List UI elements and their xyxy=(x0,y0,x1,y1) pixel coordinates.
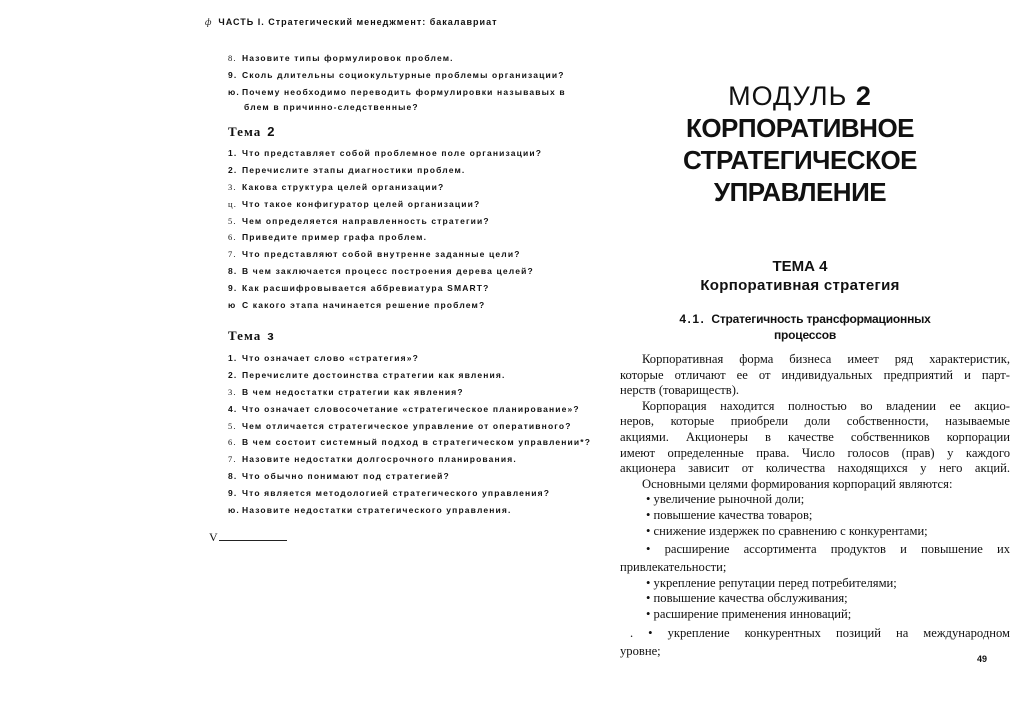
question-number: 1. xyxy=(228,148,238,158)
question-list-topic-2 xyxy=(228,145,542,314)
bullet-item: • повышение качества обслуживания; xyxy=(646,591,848,606)
bullet-item-continuation: уровне; xyxy=(620,643,661,658)
question-text-line: блем в причинно-следственные? xyxy=(244,101,419,112)
paragraph-line: которые отличают ее от индивидуальных предприятий и парт- xyxy=(620,367,1010,382)
question-text-line: Почему необходимо переводить формулировки называвых в xyxy=(242,86,566,97)
topic-2-heading xyxy=(228,124,275,140)
question-item xyxy=(228,350,591,367)
theme-heading xyxy=(660,257,940,295)
question-item xyxy=(228,246,542,263)
module-heading xyxy=(660,80,940,208)
question-text: Сколь длительны социокультурные проблемы организации? xyxy=(242,69,565,80)
paragraph-line: неров, которые приобрели доли собственности, называемые xyxy=(620,414,1010,429)
question-item xyxy=(228,213,542,230)
question-number: 1. xyxy=(228,353,238,363)
question-text: Что представляет собой проблемное поле организации? xyxy=(242,148,543,158)
question-text: Что представляют собой внутренне заданные цели? xyxy=(242,249,521,260)
question-item xyxy=(228,485,591,502)
topic-label: Тема xyxy=(228,328,262,343)
bullet-item-continuation: привлекательности; xyxy=(620,560,727,575)
question-number: ю. xyxy=(228,86,240,97)
question-list-block-1 xyxy=(228,50,568,115)
question-number: 5. xyxy=(228,215,237,226)
paragraph-line: акционера зависит от количества находящихся у него акций. xyxy=(620,461,1010,476)
paragraph-line: нерств (товариществ). xyxy=(620,383,740,398)
question-number: 7. xyxy=(228,454,237,465)
question-item xyxy=(228,263,542,280)
question-text: Чем определяется направленность стратегии? xyxy=(242,215,490,226)
question-item xyxy=(228,145,542,162)
question-item xyxy=(228,367,591,384)
question-item xyxy=(228,179,542,196)
question-number: 6. xyxy=(228,232,237,243)
bullet-item: • увеличение рыночной доли; xyxy=(646,492,805,507)
signature-mark: V xyxy=(209,530,218,544)
question-text: Перечислите достоинства стратегии как явления. xyxy=(242,369,506,380)
bullet-item: • укрепление репутации перед потребителями; xyxy=(646,575,897,590)
running-head-mark: ф xyxy=(205,17,213,27)
question-number: ц. xyxy=(228,198,237,209)
question-item xyxy=(228,434,591,451)
question-number: 3. xyxy=(228,386,237,397)
question-item xyxy=(228,196,542,213)
question-item xyxy=(228,468,591,485)
question-item xyxy=(228,162,542,179)
question-number: 8. xyxy=(228,471,238,482)
question-item xyxy=(228,50,568,67)
question-text: Какова структура целей организации? xyxy=(242,181,445,192)
page-number: 49 xyxy=(977,654,988,664)
theme-label: ТЕМА 4 xyxy=(772,258,828,275)
question-number: 8. xyxy=(228,266,238,277)
question-number: 2. xyxy=(228,164,238,175)
topic-label: Тема xyxy=(228,124,262,139)
question-number: 3. xyxy=(228,181,237,192)
theme-title: Корпоративная стратегия xyxy=(700,277,900,294)
question-number: 7. xyxy=(228,249,237,260)
question-text: Приведите пример графа проблем. xyxy=(242,232,428,243)
question-number: ю xyxy=(228,300,237,311)
question-item xyxy=(228,84,568,115)
running-head xyxy=(205,17,498,27)
module-title-line: СТРАТЕГИЧЕСКОЕ xyxy=(682,145,918,175)
question-text: Что является методологией стратегического управления? xyxy=(242,488,551,499)
question-text: Назовите недостатки стратегического управления. xyxy=(242,505,512,516)
module-label-line xyxy=(660,80,940,112)
question-text: Перечислите этапы диагностики проблем. xyxy=(242,164,466,175)
running-head-text: ЧАСТЬ I. Стратегический менеджмент: бакалавриат xyxy=(218,17,498,27)
section-title-line xyxy=(660,311,950,327)
question-text: Как расшифровывается аббревиатура SMART? xyxy=(242,283,490,294)
question-item xyxy=(228,229,542,246)
question-text: С какого этапа начинается решение проблем? xyxy=(242,300,486,311)
question-number: 9. xyxy=(228,69,238,80)
paragraph-line: Корпорация находится полностью во владении ее акцио- xyxy=(642,398,1010,413)
question-number: 4. xyxy=(228,403,238,414)
module-title-line: КОРПОРАТИВНОЕ xyxy=(685,113,915,143)
question-item xyxy=(228,451,591,468)
question-text: Чем отличается стратегическое управление от оперативного? xyxy=(242,420,572,431)
module-title-line: УПРАВЛЕНИЕ xyxy=(713,177,887,207)
section-title: Стратегичность трансформационных xyxy=(711,312,931,326)
signature-line xyxy=(209,530,287,545)
question-item xyxy=(228,297,542,314)
question-text: Назовите недостатки долгосрочного планирования. xyxy=(242,454,517,465)
question-item xyxy=(228,280,542,297)
topic-number: з xyxy=(267,328,275,343)
question-number: 2. xyxy=(228,369,238,380)
question-text: Что означает слово «стратегия»? xyxy=(242,353,419,363)
question-text: В чем состоит системный подход в стратегическом управлении*? xyxy=(242,437,592,448)
topic-3-heading xyxy=(228,328,275,344)
question-item xyxy=(228,502,591,519)
bullet-item: • снижение издержек по сравнению с конкурентами; xyxy=(646,523,928,538)
question-text: Что такое конфигуратор целей организации? xyxy=(242,198,481,209)
right-page xyxy=(600,0,1024,725)
bullet-item: • повышение качества товаров; xyxy=(646,507,813,522)
module-number: 2 xyxy=(855,81,872,111)
question-text: Что означает словосочетание «стратегическое планирование»? xyxy=(242,403,580,414)
question-number: 9. xyxy=(228,488,238,499)
question-list-topic-3 xyxy=(228,350,591,519)
section-title-line: процессов xyxy=(773,328,837,342)
question-number: 9. xyxy=(228,283,238,294)
bullet-item: • расширение применения инноваций; xyxy=(646,606,852,621)
question-text: Что обычно понимают под стратегией? xyxy=(242,471,450,482)
paragraph-line: имеют определенные права. Число голосов (прав) у каждого xyxy=(620,445,1010,460)
question-text: В чем заключается процесс построения дерева целей? xyxy=(242,266,534,277)
question-item xyxy=(228,67,568,84)
topic-number: 2 xyxy=(267,124,276,139)
question-item xyxy=(228,418,591,435)
module-label: МОДУЛЬ xyxy=(728,81,848,111)
bullet-item: . • укрепление конкурентных позиций на международном xyxy=(630,625,1010,640)
question-number: ю. xyxy=(228,505,240,516)
paragraph-line: акциями. Акционеры в качестве собственников корпорации xyxy=(620,429,1010,444)
signature-underline xyxy=(219,540,287,541)
section-number: 4.1. xyxy=(679,312,706,326)
bullet-item: • расширение ассортимента продуктов и повышение их xyxy=(646,542,1010,557)
question-number: 6. xyxy=(228,437,237,448)
question-number: 8. xyxy=(228,53,237,63)
paragraph-line: Корпоративная форма бизнеса имеет ряд характеристик, xyxy=(642,352,1010,366)
paragraph-line: Основными целями формирования корпораций являются: xyxy=(642,476,953,491)
body-text xyxy=(620,352,1010,659)
question-item xyxy=(228,384,591,401)
question-item xyxy=(228,401,591,418)
question-text: В чем недостатки стратегии как явления? xyxy=(242,386,464,397)
section-heading xyxy=(660,311,950,343)
question-text: Назовите типы формулировок проблем. xyxy=(242,53,454,63)
question-number: 5. xyxy=(228,420,237,431)
